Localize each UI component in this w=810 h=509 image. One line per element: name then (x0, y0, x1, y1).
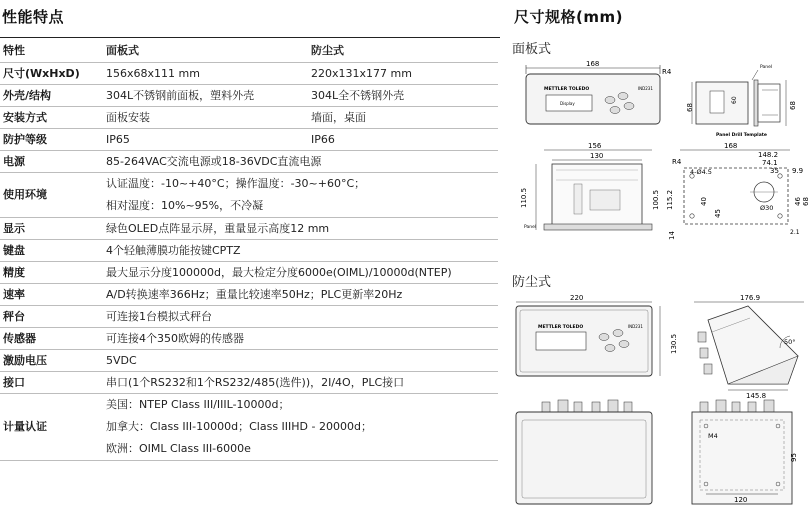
svg-text:95: 95 (790, 453, 798, 462)
spec-key: 尺寸(WxHxD) (0, 62, 104, 84)
spec-row (0, 172, 498, 217)
svg-text:100.5: 100.5 (652, 189, 660, 210)
spec-value-panel: 面板安装 (104, 106, 309, 128)
spec-header-dust: 防尘式 (309, 40, 498, 62)
spec-key: 键盘 (0, 239, 104, 261)
svg-text:120: 120 (734, 496, 748, 504)
features-title: 性能特点 (2, 8, 65, 26)
svg-text:145.8: 145.8 (746, 392, 767, 400)
svg-text:74.1: 74.1 (762, 159, 778, 167)
spec-row (0, 371, 498, 393)
svg-text:45: 45 (714, 209, 722, 218)
spec-header-feature: 特性 (0, 40, 104, 62)
spec-value-dust: 304L全不锈钢外壳 (309, 84, 498, 106)
spec-value-panel: IP65 (104, 128, 309, 150)
spec-key: 传感器 (0, 327, 104, 349)
svg-text:130.5: 130.5 (670, 333, 678, 354)
spec-key: 外壳/结构 (0, 84, 104, 106)
dust-bottom-drawing (688, 398, 808, 508)
svg-text:115.2: 115.2 (666, 189, 674, 210)
svg-text:2.1: 2.1 (790, 229, 800, 236)
panel-radius-text: R4 (662, 68, 672, 76)
panel-display-text: Display (560, 101, 575, 106)
spec-header-panel: 面板式 (104, 40, 309, 62)
spec-value: 串口(1个RS232和1个RS232/485(选件))，2I/4O，PLC接口 (104, 371, 498, 393)
spec-row (0, 84, 498, 106)
spec-value-panel: 156x68x111 mm (104, 62, 309, 84)
panel-side-label: Panel (760, 65, 773, 70)
spec-key: 电源 (0, 150, 104, 172)
svg-text:176.9: 176.9 (740, 294, 761, 302)
panel-side-h2: 60 (731, 96, 738, 104)
spec-key: 显示 (0, 217, 104, 239)
spec-value: 4个轻触薄膜功能按键CPTZ (104, 239, 498, 261)
spec-value: 85-264VAC交流电源或18-36VDC直流电源 (104, 150, 498, 172)
dust-rear-drawing (512, 398, 677, 508)
dust-side-drawing (688, 292, 808, 400)
svg-text:168: 168 (724, 142, 738, 150)
panel-width-text: 168 (586, 60, 600, 68)
dust-front-drawing (512, 292, 677, 384)
svg-text:Ø30: Ø30 (760, 204, 774, 212)
panel-side-h1: 68 (686, 103, 694, 112)
spec-row (0, 305, 498, 327)
svg-text:9.9: 9.9 (792, 167, 804, 175)
spec-value-line: 美国：NTEP Class III/IIIL-10000d； (106, 397, 290, 411)
spec-value-dust: 墙面，桌面 (309, 106, 498, 128)
svg-text:130: 130 (590, 152, 604, 160)
svg-text:68: 68 (802, 197, 810, 206)
panel-model-text: IND231 (638, 86, 653, 91)
spec-key: 计量认证 (0, 393, 104, 460)
panel-front-drawing (520, 60, 680, 132)
spec-row (0, 62, 498, 84)
svg-text:50°: 50° (784, 338, 796, 346)
dust-proof-label: 防尘式 (512, 275, 552, 290)
spec-value: 可连接1台模拟式秤台 (104, 305, 498, 327)
spec-value: 可连接4个350欧姆的传感器 (104, 327, 498, 349)
spec-row (0, 261, 498, 283)
spec-value-multiline (104, 393, 498, 460)
svg-text:40: 40 (700, 197, 708, 206)
spec-key: 精度 (0, 261, 104, 283)
spec-value-line: 相对湿度：10%~95%，不冷凝 (106, 198, 264, 212)
svg-text:35: 35 (770, 167, 779, 175)
spec-value: 绿色OLED点阵显示屏，重量显示高度12 mm (104, 217, 498, 239)
svg-text:14: 14 (668, 231, 676, 240)
spec-row (0, 150, 498, 172)
svg-text:IND231: IND231 (628, 324, 643, 329)
spec-key: 激励电压 (0, 349, 104, 371)
panel-cutout-drawing (672, 140, 810, 240)
spec-row (0, 239, 498, 261)
panel-mount-label: 面板式 (512, 42, 552, 57)
title-rule (0, 37, 500, 38)
svg-text:M4: M4 (708, 432, 718, 440)
spec-value-line: 认证温度：-10~+40°C；操作温度：-30~+60°C； (106, 176, 366, 190)
dimensions-title: 尺寸规格(mm) (514, 8, 623, 26)
spec-value-line: 加拿大：Class III-10000d；Class IIIHD - 20000d； (106, 419, 372, 433)
spec-value: A/D转换速率366Hz；重量比较速率50Hz；PLC更新率20Hz (104, 283, 498, 305)
spec-header-row (0, 40, 498, 62)
panel-brand-text: METTLER TOLEDO (544, 87, 590, 92)
spec-value: 最大显示分度100000d，最大检定分度6000e(OIML)/10000d(NTEP) (104, 261, 498, 283)
spec-value-panel: 304L不锈钢前面板，塑料外壳 (104, 84, 309, 106)
spec-key: 接口 (0, 371, 104, 393)
spec-value-dust: 220x131x177 mm (309, 62, 498, 84)
spec-row (0, 283, 498, 305)
svg-text:4-Ø4.5: 4-Ø4.5 (690, 168, 712, 176)
svg-text:Panel: Panel (524, 225, 537, 230)
svg-text:156: 156 (588, 142, 602, 150)
svg-text:220: 220 (570, 294, 584, 302)
panel-template-text: Panel Drill Template (716, 133, 767, 138)
spec-key: 秤台 (0, 305, 104, 327)
spec-value-dust: IP66 (309, 128, 498, 150)
spec-value-line: 欧洲：OIML Class III-6000e (106, 441, 251, 455)
svg-text:148.2: 148.2 (758, 151, 779, 159)
spec-value: 5VDC (104, 349, 498, 371)
spec-table (0, 40, 498, 461)
spec-value-multiline (104, 172, 498, 217)
svg-text:METTLER TOLEDO: METTLER TOLEDO (538, 325, 584, 330)
spec-key: 使用环境 (0, 172, 104, 217)
spec-key: 安装方式 (0, 106, 104, 128)
spec-row (0, 327, 498, 349)
svg-text:46: 46 (794, 197, 802, 206)
panel-side-h3: 68 (789, 101, 797, 110)
spec-row (0, 393, 498, 460)
panel-side-drawing (682, 60, 807, 140)
svg-text:110.5: 110.5 (520, 187, 528, 208)
spec-row (0, 106, 498, 128)
panel-top-drawing (514, 140, 684, 240)
spec-row (0, 128, 498, 150)
spec-key: 速率 (0, 283, 104, 305)
spec-row (0, 349, 498, 371)
spec-row (0, 217, 498, 239)
dimensions-section (510, 0, 810, 509)
svg-text:R4: R4 (672, 158, 682, 166)
spec-key: 防护等级 (0, 128, 104, 150)
